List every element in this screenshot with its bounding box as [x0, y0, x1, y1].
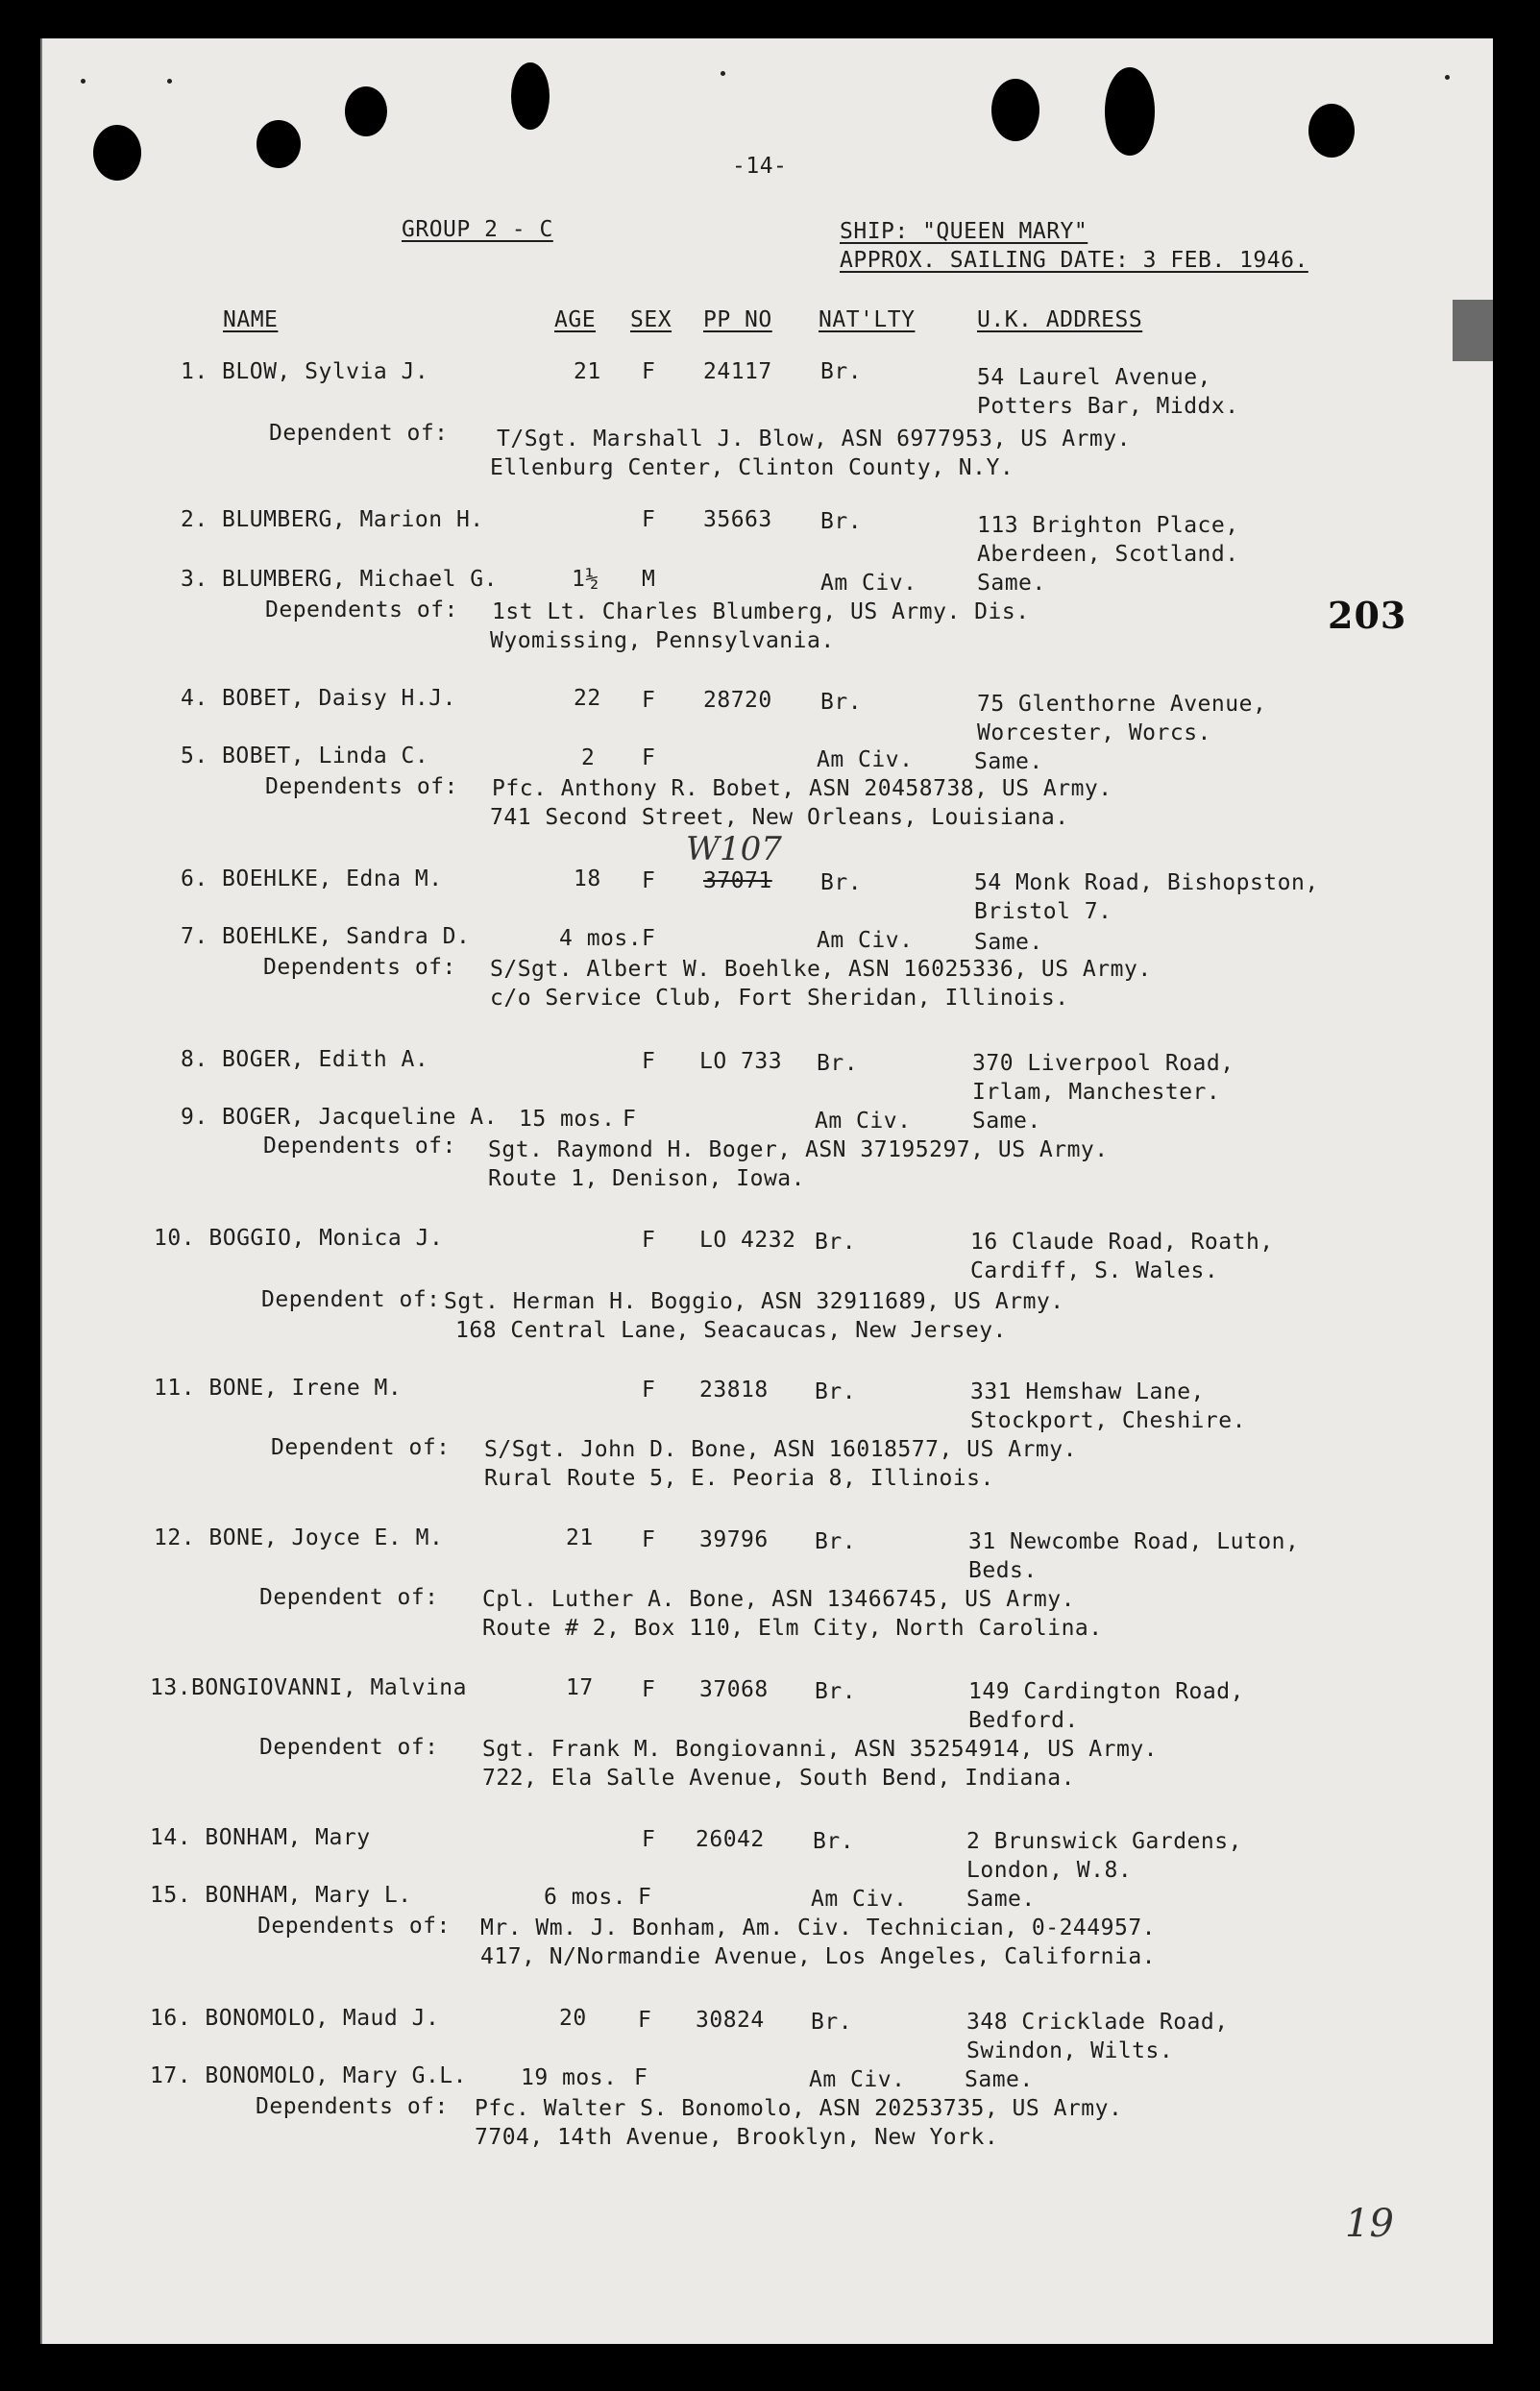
- dependent-sponsor: T/Sgt. Marshall J. Blow, ASN 6977953, US Army.: [497, 427, 1131, 451]
- dependent-address: Wyomissing, Pennsylvania.: [490, 628, 835, 653]
- dependent-address: 168 Central Lane, Seacaucas, New Jersey.: [455, 1318, 1007, 1343]
- entry-age: 21: [566, 1525, 594, 1550]
- entry-nationality: Br.: [815, 1379, 857, 1404]
- page-number: -14-: [732, 154, 788, 179]
- dependent-sponsor: S/Sgt. Albert W. Boehlke, ASN 16025336, US Army.: [490, 957, 1152, 982]
- entry-nationality: Am Civ.: [820, 571, 917, 596]
- col-address: U.K. ADDRESS: [977, 307, 1143, 332]
- dependent-address: c/o Service Club, Fort Sheridan, Illinois.: [490, 986, 1069, 1011]
- entry-age: 17: [566, 1675, 594, 1700]
- dependent-prefix: Dependent of:: [261, 1287, 441, 1312]
- entry-name: 8. BOGER, Edith A.: [181, 1047, 429, 1072]
- entry-age: 21: [574, 359, 601, 384]
- entry-sex: F: [642, 359, 656, 384]
- entry-sex: F: [642, 1378, 656, 1403]
- entry-sex: F: [642, 1827, 656, 1852]
- entry-pp: LO 733: [699, 1049, 783, 1074]
- dependent-address: Ellenburg Center, Clinton County, N.Y.: [490, 455, 1014, 480]
- sailing-date: APPROX. SAILING DATE: 3 FEB. 1946.: [840, 248, 1308, 273]
- entry-sex: F: [634, 2065, 648, 2090]
- entry-address: 54 Laurel Avenue,: [977, 365, 1211, 390]
- entry-sex: F: [642, 1527, 656, 1552]
- entry-name: 16. BONOMOLO, Maud J.: [150, 2006, 440, 2031]
- index-tab: [1453, 300, 1493, 361]
- punch-hole: [345, 86, 387, 136]
- entry-nationality: Br.: [813, 1829, 855, 1854]
- dependent-sponsor: Pfc. Walter S. Bonomolo, ASN 20253735, US Army.: [475, 2096, 1123, 2121]
- dependent-sponsor: Sgt. Frank M. Bongiovanni, ASN 35254914, US Army.: [482, 1737, 1159, 1762]
- dependent-address: 741 Second Street, New Orleans, Louisiana.: [490, 805, 1069, 830]
- entry-age: 19 mos.: [521, 2065, 618, 2090]
- entry-address: Irlam, Manchester.: [972, 1080, 1221, 1105]
- punch-hole: [93, 125, 141, 181]
- entry-nationality: Br.: [817, 1051, 859, 1076]
- entry-pp: 28720: [703, 688, 772, 713]
- entry-name: 10. BOGGIO, Monica J.: [154, 1226, 444, 1251]
- dot: [721, 71, 725, 76]
- entry-pp: 23818: [699, 1378, 769, 1403]
- entry-address: London, W.8.: [966, 1858, 1133, 1883]
- dependent-address: Route # 2, Box 110, Elm City, North Carolina.: [482, 1616, 1103, 1641]
- entry-sex: M: [642, 567, 656, 592]
- dependent-address: 7704, 14th Avenue, Brooklyn, New York.: [475, 2125, 999, 2150]
- entry-age: 20: [559, 2006, 587, 2031]
- entry-nationality: Am Civ.: [815, 1109, 912, 1134]
- entry-name: 17. BONOMOLO, Mary G.L.: [150, 2063, 467, 2088]
- dependent-prefix: Dependents of:: [265, 774, 458, 799]
- entry-name: 4. BOBET, Daisy H.J.: [181, 686, 456, 711]
- entry-age: 18: [574, 866, 601, 891]
- dependent-address: 417, N/Normandie Avenue, Los Angeles, California.: [480, 1944, 1157, 1969]
- entry-nationality: Br.: [820, 359, 863, 384]
- entry-address: Same.: [965, 2067, 1034, 2092]
- entry-nationality: Am Civ.: [817, 747, 914, 772]
- entry-pp: LO 4232: [699, 1228, 796, 1253]
- entry-name: 7. BOEHLKE, Sandra D.: [181, 924, 471, 949]
- entry-pp: 37068: [699, 1677, 769, 1702]
- entry-name: 2. BLUMBERG, Marion H.: [181, 507, 484, 532]
- entry-pp: 37071: [703, 868, 772, 893]
- entry-sex: F: [642, 1228, 656, 1253]
- dependent-address: Route 1, Denison, Iowa.: [488, 1166, 805, 1191]
- dependent-sponsor: 1st Lt. Charles Blumberg, US Army. Dis.: [492, 599, 1030, 624]
- entry-address: Worcester, Worcs.: [977, 720, 1211, 745]
- entry-address: 75 Glenthorne Avenue,: [977, 692, 1267, 717]
- handwritten-page-number: 19: [1345, 2202, 1394, 2246]
- entry-pp: 26042: [696, 1827, 765, 1852]
- dependent-prefix: Dependents of:: [256, 2094, 449, 2119]
- col-sex: SEX: [630, 307, 672, 332]
- dependent-prefix: Dependents of:: [263, 955, 456, 980]
- dependent-address: 722, Ela Salle Avenue, South Bend, Indiana.: [482, 1766, 1075, 1791]
- entry-address: 113 Brighton Place,: [977, 513, 1239, 538]
- dependent-sponsor: S/Sgt. John D. Bone, ASN 16018577, US Army.: [484, 1437, 1077, 1462]
- entry-nationality: Br.: [820, 509, 863, 534]
- entry-nationality: Am Civ.: [817, 928, 914, 953]
- col-age: AGE: [554, 307, 597, 332]
- entry-address: Beds.: [968, 1558, 1038, 1583]
- entry-pp: 39796: [699, 1527, 769, 1552]
- entry-address: Same.: [977, 571, 1046, 596]
- dependent-prefix: Dependents of:: [263, 1134, 456, 1159]
- dependent-prefix: Dependents of:: [265, 598, 458, 622]
- entry-name: 15. BONHAM, Mary L.: [150, 1883, 412, 1908]
- entry-nationality: Br.: [815, 1230, 857, 1255]
- entry-pp: 24117: [703, 359, 772, 384]
- page-edge: [40, 38, 42, 2344]
- entry-address: 149 Cardington Road,: [968, 1679, 1244, 1704]
- entry-sex: F: [642, 688, 656, 713]
- entry-address: 31 Newcombe Road, Luton,: [968, 1529, 1300, 1554]
- entry-age: 2: [581, 745, 596, 770]
- entry-nationality: Br.: [815, 1679, 857, 1704]
- dependent-sponsor: Cpl. Luther A. Bone, ASN 13466745, US Army.: [482, 1587, 1075, 1612]
- entry-sex: F: [623, 1107, 637, 1132]
- entry-name: 11. BONE, Irene M.: [154, 1376, 403, 1401]
- entry-address: 2 Brunswick Gardens,: [966, 1829, 1242, 1854]
- entry-address: Stockport, Cheshire.: [970, 1408, 1246, 1433]
- entry-name: 12. BONE, Joyce E. M.: [154, 1525, 444, 1550]
- entry-sex: F: [642, 926, 656, 951]
- dependent-prefix: Dependent of:: [259, 1585, 439, 1610]
- entry-address: Cardiff, S. Wales.: [970, 1258, 1219, 1283]
- entry-address: 370 Liverpool Road,: [972, 1051, 1234, 1076]
- stamp-number: 203: [1328, 594, 1407, 637]
- entry-name: 5. BOBET, Linda C.: [181, 744, 429, 769]
- col-pp: PP NO: [703, 307, 772, 332]
- entry-name: 14. BONHAM, Mary: [150, 1825, 371, 1850]
- entry-nationality: Br.: [815, 1529, 857, 1554]
- entry-address: Bedford.: [968, 1708, 1079, 1733]
- entry-sex: F: [642, 1677, 656, 1702]
- entry-nationality: Br.: [820, 870, 863, 895]
- col-name: NAME: [223, 307, 279, 332]
- handwritten-code: W107: [686, 830, 782, 868]
- col-nationality: NAT'LTY: [819, 307, 916, 332]
- entry-address: 16 Claude Road, Roath,: [970, 1230, 1274, 1255]
- entry-name: 6. BOEHLKE, Edna M.: [181, 866, 443, 891]
- entry-sex: F: [642, 868, 656, 893]
- entry-sex: F: [638, 1885, 652, 1910]
- entry-name: 3. BLUMBERG, Michael G.: [181, 567, 498, 592]
- punch-hole: [1105, 67, 1155, 156]
- punch-hole: [991, 79, 1039, 141]
- entry-sex: F: [642, 1049, 656, 1074]
- entry-address: Same.: [972, 1109, 1041, 1134]
- entry-sex: F: [638, 2008, 652, 2033]
- dependent-prefix: Dependent of:: [269, 421, 449, 446]
- dependent-prefix: Dependent of:: [271, 1435, 451, 1460]
- entry-nationality: Am Civ.: [811, 1887, 908, 1912]
- dependent-address: Rural Route 5, E. Peoria 8, Illinois.: [484, 1466, 994, 1491]
- entry-address: Bristol 7.: [974, 899, 1112, 924]
- entry-pp: 30824: [696, 2008, 765, 2033]
- punch-hole: [257, 120, 301, 168]
- entry-nationality: Am Civ.: [809, 2067, 906, 2092]
- dependent-prefix: Dependents of:: [257, 1914, 451, 1939]
- entry-age: 4 mos.: [559, 926, 643, 951]
- dependent-sponsor: Sgt. Raymond H. Boger, ASN 37195297, US Army.: [488, 1137, 1109, 1162]
- dot: [81, 79, 86, 84]
- entry-address: Same.: [974, 930, 1043, 955]
- entry-name: 9. BOGER, Jacqueline A.: [181, 1105, 498, 1130]
- document-page: [40, 38, 1493, 2344]
- entry-address: 331 Hemshaw Lane,: [970, 1379, 1205, 1404]
- ship-label: SHIP: "QUEEN MARY": [840, 219, 1088, 244]
- entry-address: 54 Monk Road, Bishopston,: [974, 870, 1319, 895]
- punch-hole: [511, 62, 550, 130]
- entry-nationality: Br.: [820, 690, 863, 715]
- entry-nationality: Br.: [811, 2010, 853, 2035]
- entry-pp: 35663: [703, 507, 772, 532]
- entry-address: Swindon, Wilts.: [966, 2038, 1174, 2063]
- dependent-prefix: Dependent of:: [259, 1735, 439, 1760]
- entry-address: 348 Cricklade Road,: [966, 2010, 1229, 2035]
- group-label: GROUP 2 - C: [402, 217, 553, 242]
- dependent-sponsor: Mr. Wm. J. Bonham, Am. Civ. Technician, 0-244957.: [480, 1915, 1157, 1940]
- entry-name: 13.BONGIOVANNI, Malvina: [150, 1675, 467, 1700]
- punch-hole: [1308, 104, 1355, 158]
- entry-address: Aberdeen, Scotland.: [977, 542, 1239, 567]
- entry-age: 1½: [572, 567, 599, 592]
- entry-name: 1. BLOW, Sylvia J.: [181, 359, 429, 384]
- dot: [167, 79, 172, 84]
- entry-address: Same.: [966, 1887, 1036, 1912]
- entry-age: 6 mos.: [544, 1885, 627, 1910]
- entry-age: 15 mos.: [519, 1107, 616, 1132]
- dependent-sponsor: Sgt. Herman H. Boggio, ASN 32911689, US Army.: [444, 1289, 1064, 1314]
- entry-sex: F: [642, 507, 656, 532]
- entry-address: Potters Bar, Middx.: [977, 394, 1239, 419]
- dot: [1445, 75, 1450, 80]
- dependent-sponsor: Pfc. Anthony R. Bobet, ASN 20458738, US Army.: [492, 776, 1112, 801]
- entry-sex: F: [642, 745, 656, 770]
- entry-age: 22: [574, 686, 601, 711]
- entry-address: Same.: [974, 749, 1043, 774]
